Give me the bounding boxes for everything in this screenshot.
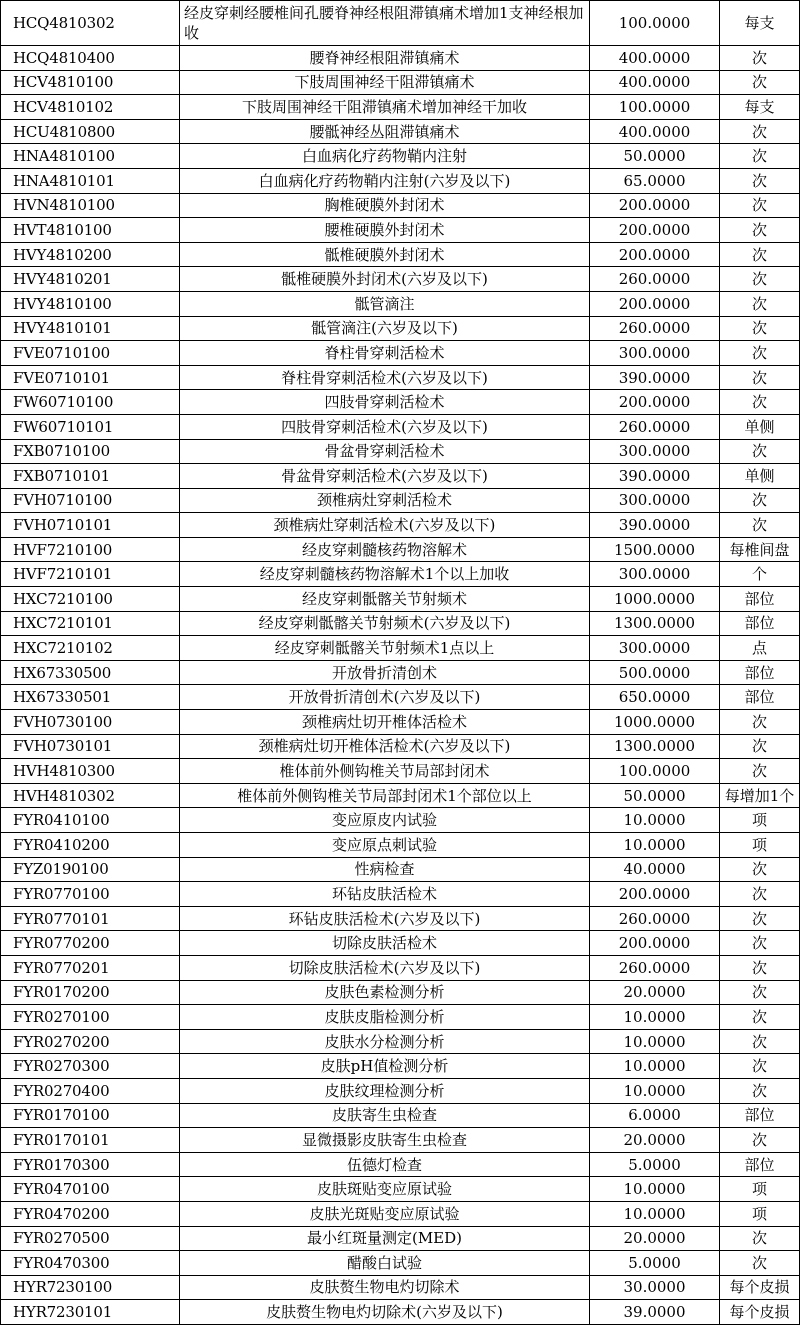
item-name: 皮肤皮脂检测分析 [180, 1005, 590, 1030]
item-name: 骶椎硬膜外封闭术 [180, 242, 590, 267]
item-unit: 部位 [720, 1103, 800, 1128]
table-row [1, 980, 800, 1005]
item-unit: 每个皮损 [720, 1275, 800, 1300]
item-name: 椎体前外侧钩椎关节局部封闭术1个部位以上 [180, 783, 590, 808]
item-unit: 点 [720, 636, 800, 661]
item-unit: 每支 [720, 95, 800, 120]
table-row [1, 119, 800, 144]
item-price: 1500.0000 [590, 537, 720, 562]
item-code: FYR0470300 [1, 1251, 180, 1276]
item-code: HVH4810302 [1, 783, 180, 808]
item-name: 皮肤赘生物电灼切除术(六岁及以下) [180, 1300, 590, 1325]
table-row [1, 1005, 800, 1030]
item-name: 切除皮肤活检术 [180, 931, 590, 956]
item-unit: 部位 [720, 660, 800, 685]
item-name: 颈椎病灶穿刺活检术 [180, 488, 590, 513]
table-row [1, 488, 800, 513]
item-code: FYR0770100 [1, 882, 180, 907]
table-row [1, 537, 800, 562]
table-row [1, 710, 800, 735]
table-row [1, 242, 800, 267]
item-unit: 次 [720, 242, 800, 267]
item-name: 皮肤斑贴变应原试验 [180, 1177, 590, 1202]
table-row [1, 783, 800, 808]
item-name: 伍德灯检查 [180, 1152, 590, 1177]
table-row [1, 144, 800, 169]
item-name: 脊柱骨穿刺活检术(六岁及以下) [180, 365, 590, 390]
item-price: 400.0000 [590, 46, 720, 71]
item-unit: 次 [720, 365, 800, 390]
item-name: 四肢骨穿刺活检术(六岁及以下) [180, 414, 590, 439]
item-code: FVH0730101 [1, 734, 180, 759]
table-row [1, 1226, 800, 1251]
item-code: HVY4810201 [1, 267, 180, 292]
table-row [1, 833, 800, 858]
item-price: 100.0000 [590, 759, 720, 784]
item-unit: 部位 [720, 611, 800, 636]
item-price: 50.0000 [590, 783, 720, 808]
item-price: 390.0000 [590, 513, 720, 538]
item-unit: 次 [720, 734, 800, 759]
item-unit: 次 [720, 1029, 800, 1054]
item-name: 皮肤赘生物电灼切除术 [180, 1275, 590, 1300]
item-price: 200.0000 [590, 390, 720, 415]
item-unit: 次 [720, 144, 800, 169]
item-unit: 部位 [720, 1152, 800, 1177]
table-row [1, 1300, 800, 1325]
table-row [1, 1, 800, 46]
item-unit: 次 [720, 390, 800, 415]
item-price: 260.0000 [590, 316, 720, 341]
item-code: FYR0410100 [1, 808, 180, 833]
item-unit: 部位 [720, 587, 800, 612]
item-name: 腰脊神经根阻滞镇痛术 [180, 46, 590, 71]
item-code: HCQ4810400 [1, 46, 180, 71]
item-code: FVH0710101 [1, 513, 180, 538]
item-code: HX67330501 [1, 685, 180, 710]
item-code: FYR0270500 [1, 1226, 180, 1251]
item-name: 醋酸白试验 [180, 1251, 590, 1276]
item-name: 皮肤水分检测分析 [180, 1029, 590, 1054]
item-unit: 项 [720, 833, 800, 858]
table-row [1, 562, 800, 587]
item-code: FW60710101 [1, 414, 180, 439]
table-row [1, 341, 800, 366]
table-row [1, 513, 800, 538]
item-code: HVN4810100 [1, 193, 180, 218]
item-unit: 次 [720, 168, 800, 193]
item-unit: 项 [720, 1177, 800, 1202]
item-price: 100.0000 [590, 95, 720, 120]
item-name: 骨盆骨穿刺活检术(六岁及以下) [180, 464, 590, 489]
item-name: 颈椎病灶穿刺活检术(六岁及以下) [180, 513, 590, 538]
item-name: 四肢骨穿刺活检术 [180, 390, 590, 415]
item-code: FYR0770200 [1, 931, 180, 956]
item-name: 腰骶神经丛阻滞镇痛术 [180, 119, 590, 144]
item-name: 切除皮肤活检术(六岁及以下) [180, 955, 590, 980]
item-price: 10.0000 [590, 1201, 720, 1226]
item-code: FYR0470100 [1, 1177, 180, 1202]
item-price: 200.0000 [590, 242, 720, 267]
item-code: HVY4810101 [1, 316, 180, 341]
item-code: FYR0770101 [1, 906, 180, 931]
table-row [1, 955, 800, 980]
item-name: 开放骨折清创术(六岁及以下) [180, 685, 590, 710]
item-code: FYR0270400 [1, 1078, 180, 1103]
item-code: FYR0270100 [1, 1005, 180, 1030]
item-name: 皮肤pH值检测分析 [180, 1054, 590, 1079]
item-price: 200.0000 [590, 218, 720, 243]
item-price: 20.0000 [590, 980, 720, 1005]
item-name: 骶管滴注 [180, 291, 590, 316]
item-unit: 次 [720, 1078, 800, 1103]
item-price: 10.0000 [590, 808, 720, 833]
item-price: 650.0000 [590, 685, 720, 710]
item-price: 200.0000 [590, 193, 720, 218]
table-row [1, 46, 800, 71]
item-code: HXC7210100 [1, 587, 180, 612]
table-row [1, 636, 800, 661]
item-name: 经皮穿刺经腰椎间孔腰脊神经根阻滞镇痛术增加1支神经根加收 [180, 1, 590, 46]
item-unit: 项 [720, 1201, 800, 1226]
item-price: 390.0000 [590, 464, 720, 489]
item-name: 椎体前外侧钩椎关节局部封闭术 [180, 759, 590, 784]
table-row [1, 1103, 800, 1128]
item-unit: 次 [720, 316, 800, 341]
item-price: 50.0000 [590, 144, 720, 169]
item-unit: 项 [720, 808, 800, 833]
item-unit: 次 [720, 1054, 800, 1079]
table-row [1, 759, 800, 784]
table-row [1, 808, 800, 833]
item-code: FYR0770201 [1, 955, 180, 980]
item-code: HXC7210101 [1, 611, 180, 636]
item-price: 20.0000 [590, 1128, 720, 1153]
item-unit: 次 [720, 488, 800, 513]
item-code: HVT4810100 [1, 218, 180, 243]
item-price: 10.0000 [590, 1078, 720, 1103]
item-price: 260.0000 [590, 267, 720, 292]
item-code: FYZ0190100 [1, 857, 180, 882]
item-code: HVY4810200 [1, 242, 180, 267]
item-unit: 次 [720, 513, 800, 538]
item-name: 白血病化疗药物鞘内注射(六岁及以下) [180, 168, 590, 193]
table-row [1, 1177, 800, 1202]
item-code: HNA4810100 [1, 144, 180, 169]
table-row [1, 390, 800, 415]
item-price: 200.0000 [590, 291, 720, 316]
item-name: 颈椎病灶切开椎体活检术 [180, 710, 590, 735]
item-price: 390.0000 [590, 365, 720, 390]
item-code: FVH0730100 [1, 710, 180, 735]
item-code: FXB0710101 [1, 464, 180, 489]
item-name: 下肢周围神经干阻滞镇痛术 [180, 70, 590, 95]
item-code: FYR0410200 [1, 833, 180, 858]
item-code: FVE0710100 [1, 341, 180, 366]
item-price: 300.0000 [590, 636, 720, 661]
table-row [1, 193, 800, 218]
table-row [1, 316, 800, 341]
item-price: 1300.0000 [590, 734, 720, 759]
item-code: FVE0710101 [1, 365, 180, 390]
item-price: 10.0000 [590, 1005, 720, 1030]
item-unit: 部位 [720, 685, 800, 710]
item-unit: 次 [720, 857, 800, 882]
item-price: 6.0000 [590, 1103, 720, 1128]
item-unit: 单侧 [720, 464, 800, 489]
item-unit: 次 [720, 1251, 800, 1276]
item-name: 经皮穿刺髓核药物溶解术 [180, 537, 590, 562]
item-name: 经皮穿刺骶髂关节射频术1点以上 [180, 636, 590, 661]
item-name: 性病检查 [180, 857, 590, 882]
item-name: 变应原皮内试验 [180, 808, 590, 833]
item-unit: 次 [720, 193, 800, 218]
item-name: 皮肤光斑贴变应原试验 [180, 1201, 590, 1226]
item-unit: 次 [720, 882, 800, 907]
item-price: 200.0000 [590, 882, 720, 907]
table-row [1, 685, 800, 710]
item-price: 10.0000 [590, 1177, 720, 1202]
item-unit: 每椎间盘 [720, 537, 800, 562]
table-row [1, 1054, 800, 1079]
item-code: FYR0170101 [1, 1128, 180, 1153]
item-price: 260.0000 [590, 414, 720, 439]
item-unit: 次 [720, 341, 800, 366]
table-row [1, 95, 800, 120]
item-code: HX67330500 [1, 660, 180, 685]
table-row [1, 1275, 800, 1300]
table-row [1, 882, 800, 907]
item-price: 40.0000 [590, 857, 720, 882]
item-price: 5.0000 [590, 1251, 720, 1276]
item-unit: 次 [720, 46, 800, 71]
item-name: 骶管滴注(六岁及以下) [180, 316, 590, 341]
item-code: FYR0170100 [1, 1103, 180, 1128]
item-price: 300.0000 [590, 341, 720, 366]
item-price: 300.0000 [590, 562, 720, 587]
item-unit: 次 [720, 119, 800, 144]
item-name: 皮肤色素检测分析 [180, 980, 590, 1005]
item-name: 显微摄影皮肤寄生虫检查 [180, 1128, 590, 1153]
item-code: HYR7230100 [1, 1275, 180, 1300]
item-name: 皮肤寄生虫检查 [180, 1103, 590, 1128]
table-row [1, 1128, 800, 1153]
item-name: 经皮穿刺骶髂关节射频术 [180, 587, 590, 612]
item-unit: 次 [720, 931, 800, 956]
item-code: FYR0270200 [1, 1029, 180, 1054]
item-price: 400.0000 [590, 70, 720, 95]
table-row [1, 414, 800, 439]
item-code: HVF7210101 [1, 562, 180, 587]
item-price: 10.0000 [590, 1029, 720, 1054]
item-unit: 次 [720, 906, 800, 931]
item-unit: 每增加1个 [720, 783, 800, 808]
item-unit: 每个皮损 [720, 1300, 800, 1325]
item-price: 260.0000 [590, 906, 720, 931]
item-name: 骨盆骨穿刺活检术 [180, 439, 590, 464]
item-price: 65.0000 [590, 168, 720, 193]
item-code: FXB0710100 [1, 439, 180, 464]
table-row [1, 734, 800, 759]
item-code: HCV4810102 [1, 95, 180, 120]
item-code: HCQ4810302 [1, 1, 180, 46]
item-unit: 个 [720, 562, 800, 587]
item-price: 500.0000 [590, 660, 720, 685]
item-unit: 次 [720, 980, 800, 1005]
item-name: 环钻皮肤活检术(六岁及以下) [180, 906, 590, 931]
item-price: 10.0000 [590, 1054, 720, 1079]
item-code: HCV4810100 [1, 70, 180, 95]
item-unit: 次 [720, 267, 800, 292]
fee-table-body [1, 1, 800, 1325]
item-name: 环钻皮肤活检术 [180, 882, 590, 907]
item-name: 最小红斑量测定(MED) [180, 1226, 590, 1251]
table-row [1, 587, 800, 612]
item-code: HVH4810300 [1, 759, 180, 784]
item-code: FVH0710100 [1, 488, 180, 513]
item-code: FYR0470200 [1, 1201, 180, 1226]
item-price: 200.0000 [590, 931, 720, 956]
item-price: 10.0000 [590, 833, 720, 858]
item-unit: 单侧 [720, 414, 800, 439]
table-row [1, 611, 800, 636]
item-name: 经皮穿刺髓核药物溶解术1个以上加收 [180, 562, 590, 587]
table-row [1, 464, 800, 489]
table-row [1, 365, 800, 390]
item-unit: 次 [720, 1128, 800, 1153]
item-code: HVY4810100 [1, 291, 180, 316]
item-price: 1000.0000 [590, 710, 720, 735]
item-name: 骶椎硬膜外封闭术(六岁及以下) [180, 267, 590, 292]
item-code: HXC7210102 [1, 636, 180, 661]
item-unit: 次 [720, 1005, 800, 1030]
item-code: FYR0170300 [1, 1152, 180, 1177]
item-price: 300.0000 [590, 488, 720, 513]
table-row [1, 660, 800, 685]
item-name: 变应原点刺试验 [180, 833, 590, 858]
table-row [1, 291, 800, 316]
item-unit: 次 [720, 291, 800, 316]
item-code: FYR0170200 [1, 980, 180, 1005]
item-price: 20.0000 [590, 1226, 720, 1251]
item-unit: 次 [720, 218, 800, 243]
item-price: 30.0000 [590, 1275, 720, 1300]
table-row [1, 70, 800, 95]
item-price: 100.0000 [590, 1, 720, 46]
item-unit: 次 [720, 955, 800, 980]
table-row [1, 931, 800, 956]
item-unit: 每支 [720, 1, 800, 46]
item-unit: 次 [720, 759, 800, 784]
item-price: 1000.0000 [590, 587, 720, 612]
item-name: 开放骨折清创术 [180, 660, 590, 685]
item-unit: 次 [720, 439, 800, 464]
item-code: FYR0270300 [1, 1054, 180, 1079]
table-row [1, 1078, 800, 1103]
item-unit: 次 [720, 710, 800, 735]
item-name: 经皮穿刺骶髂关节射频术(六岁及以下) [180, 611, 590, 636]
item-name: 腰椎硬膜外封闭术 [180, 218, 590, 243]
table-row [1, 1201, 800, 1226]
item-code: HVF7210100 [1, 537, 180, 562]
item-price: 400.0000 [590, 119, 720, 144]
table-row [1, 439, 800, 464]
table-row [1, 1152, 800, 1177]
item-code: FW60710100 [1, 390, 180, 415]
item-price: 39.0000 [590, 1300, 720, 1325]
item-price: 1300.0000 [590, 611, 720, 636]
table-row [1, 1251, 800, 1276]
item-price: 260.0000 [590, 955, 720, 980]
item-unit: 次 [720, 1226, 800, 1251]
item-name: 颈椎病灶切开椎体活检术(六岁及以下) [180, 734, 590, 759]
item-name: 脊柱骨穿刺活检术 [180, 341, 590, 366]
item-price: 5.0000 [590, 1152, 720, 1177]
item-code: HYR7230101 [1, 1300, 180, 1325]
item-name: 胸椎硬膜外封闭术 [180, 193, 590, 218]
table-row [1, 1029, 800, 1054]
table-row [1, 267, 800, 292]
table-row [1, 168, 800, 193]
item-code: HNA4810101 [1, 168, 180, 193]
table-row [1, 857, 800, 882]
item-unit: 次 [720, 70, 800, 95]
item-name: 下肢周围神经干阻滞镇痛术增加神经干加收 [180, 95, 590, 120]
item-name: 皮肤纹理检测分析 [180, 1078, 590, 1103]
item-code: HCU4810800 [1, 119, 180, 144]
item-price: 300.0000 [590, 439, 720, 464]
item-name: 白血病化疗药物鞘内注射 [180, 144, 590, 169]
table-row [1, 906, 800, 931]
table-row [1, 218, 800, 243]
